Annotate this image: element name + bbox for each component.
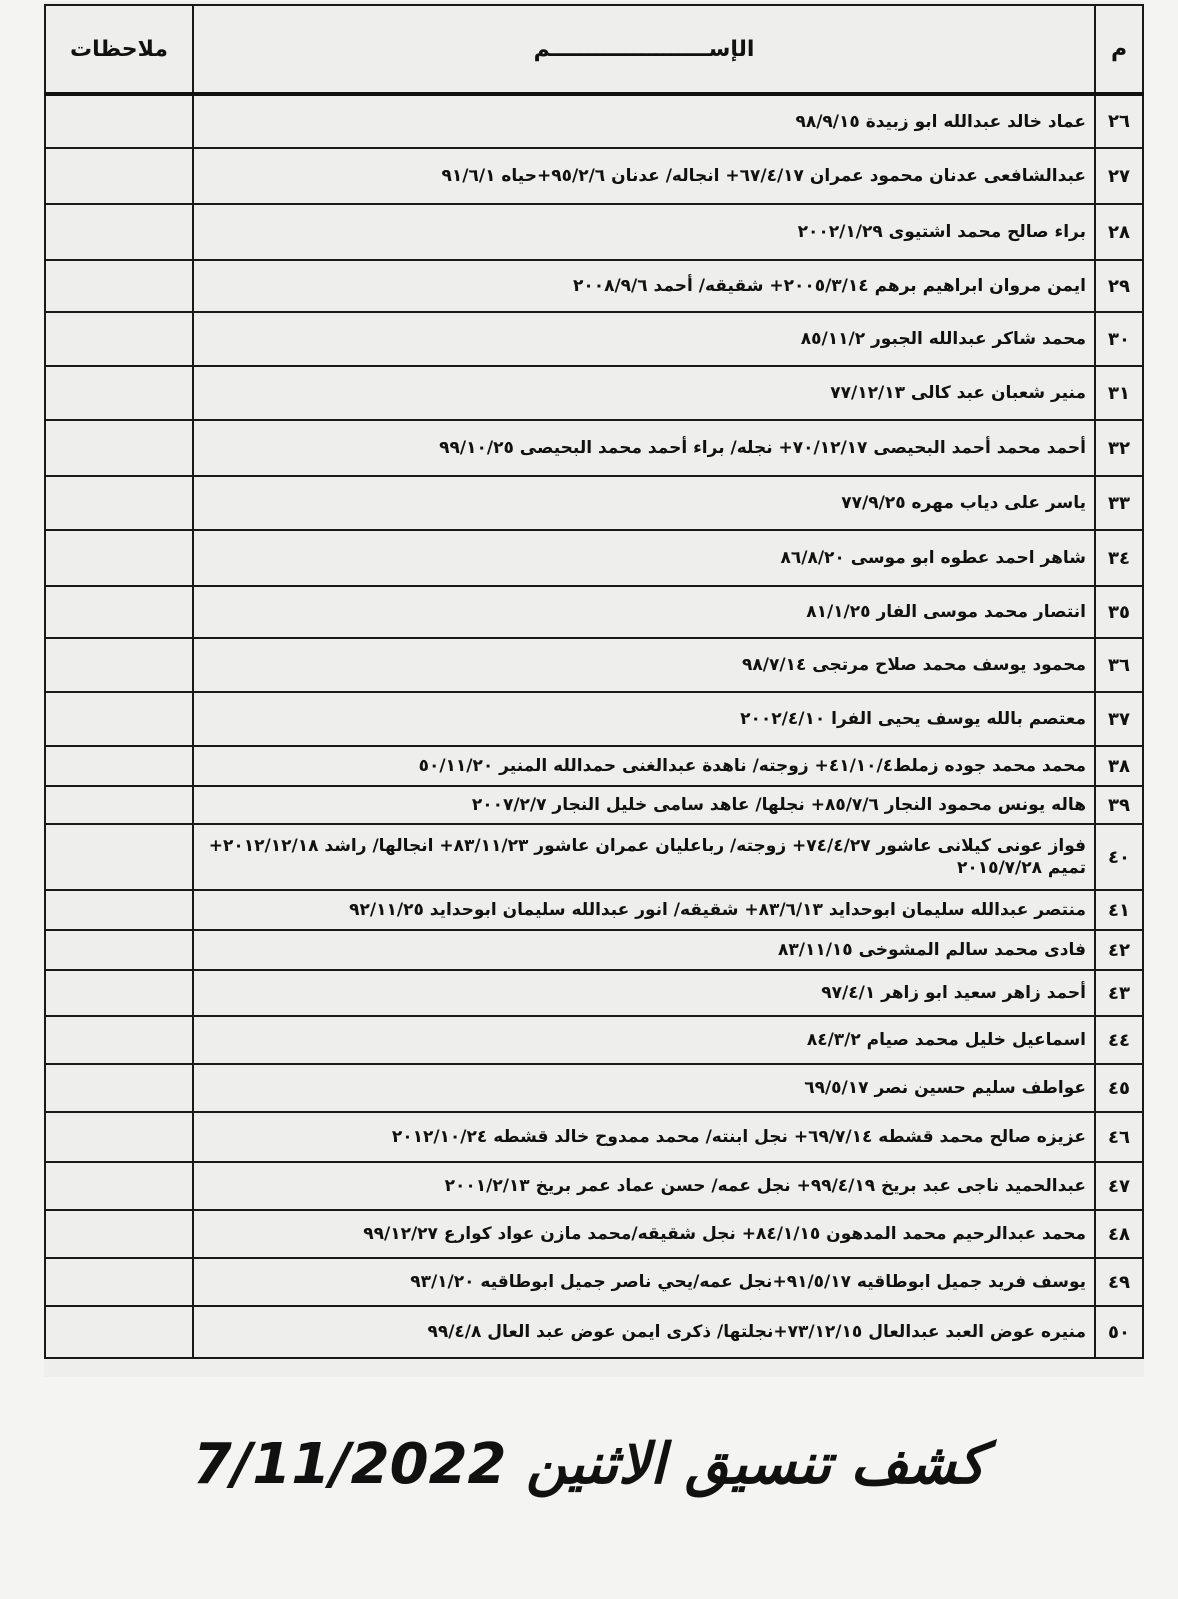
row-number: ٤٦ — [1095, 1112, 1143, 1162]
table-row — [45, 312, 1143, 366]
row-number: ٤٠ — [1095, 824, 1143, 890]
row-number: ٤٥ — [1095, 1064, 1143, 1112]
row-notes — [45, 1064, 193, 1112]
row-name: انتصار محمد موسى الفار ٨١/١/٢٥ — [193, 586, 1095, 638]
row-notes — [45, 692, 193, 746]
row-notes — [45, 148, 193, 204]
row-notes — [45, 420, 193, 476]
table-row — [45, 970, 1143, 1016]
row-notes — [45, 366, 193, 420]
row-number: ٣٧ — [1095, 692, 1143, 746]
table-row — [45, 1064, 1143, 1112]
row-notes — [45, 94, 193, 148]
row-name: منير شعبان عبد كالى ٧٧/١٢/١٣ — [193, 366, 1095, 420]
row-notes — [45, 930, 193, 970]
row-number: ٢٨ — [1095, 204, 1143, 260]
row-number: ٤١ — [1095, 890, 1143, 930]
table-row — [45, 366, 1143, 420]
row-notes — [45, 786, 193, 824]
table-row — [45, 204, 1143, 260]
row-name: اسماعيل خليل محمد صيام ٨٤/٣/٢ — [193, 1016, 1095, 1064]
table-row — [45, 530, 1143, 586]
footer-title: كشف تنسيق الاثنين 7/11/2022 — [192, 1432, 986, 1497]
row-number: ٣١ — [1095, 366, 1143, 420]
row-number: ٤٢ — [1095, 930, 1143, 970]
row-name: أحمد زاهر سعيد ابو زاهر ٩٧/٤/١ — [193, 970, 1095, 1016]
row-number: ٣٨ — [1095, 746, 1143, 786]
row-notes — [45, 1016, 193, 1064]
table-row — [45, 1162, 1143, 1210]
table-row — [45, 692, 1143, 746]
row-number: ٣٤ — [1095, 530, 1143, 586]
table-row — [45, 586, 1143, 638]
row-name: محمد عبدالرحيم محمد المدهون ٨٤/١/١٥+ نجل شقيقه/محمد مازن عواد كوارع ٩٩/١٢/٢٧ — [193, 1210, 1095, 1258]
row-notes — [45, 1210, 193, 1258]
table-row — [45, 786, 1143, 824]
table-row — [45, 1210, 1143, 1258]
table-header-row — [45, 5, 1143, 94]
header-number: م — [1095, 5, 1143, 94]
row-name: عبدالحميد ناجى عبد بريخ ٩٩/٤/١٩+ نجل عمه/ حسن عماد عمر بريخ ٢٠٠١/٢/١٣ — [193, 1162, 1095, 1210]
row-notes — [45, 1258, 193, 1306]
row-name: هاله يونس محمود النجار ٨٥/٧/٦+ نجلها/ عاهد سامى خليل النجار ٢٠٠٧/٢/٧ — [193, 786, 1095, 824]
row-name: معتصم بالله يوسف يحيى الفرا ٢٠٠٢/٤/١٠ — [193, 692, 1095, 746]
row-name: شاهر احمد عطوه ابو موسى ٨٦/٨/٢٠ — [193, 530, 1095, 586]
row-number: ٤٩ — [1095, 1258, 1143, 1306]
table-row — [45, 1016, 1143, 1064]
row-number: ٢٦ — [1095, 94, 1143, 148]
table-row — [45, 638, 1143, 692]
row-notes — [45, 204, 193, 260]
table-row — [45, 824, 1143, 890]
row-number: ٥٠ — [1095, 1306, 1143, 1358]
table-row — [45, 148, 1143, 204]
row-name: ياسر على دياب مهره ٧٧/٩/٢٥ — [193, 476, 1095, 530]
row-notes — [45, 824, 193, 890]
row-number: ٣٣ — [1095, 476, 1143, 530]
names-table — [44, 4, 1144, 1359]
row-number: ٣٩ — [1095, 786, 1143, 824]
row-notes — [45, 970, 193, 1016]
row-notes — [45, 586, 193, 638]
row-notes — [45, 1162, 193, 1210]
row-name: عبدالشافعى عدنان محمود عمران ٦٧/٤/١٧+ انجاله/ عدنان ٩٥/٢/٦+حياه ٩١/٦/١ — [193, 148, 1095, 204]
row-number: ٣٠ — [1095, 312, 1143, 366]
row-notes — [45, 1112, 193, 1162]
row-name: منتصر عبدالله سليمان ابوحدايد ٨٣/٦/١٣+ شقيقه/ انور عبدالله سليمان ابوحدايد ٩٢/١١/٢٥ — [193, 890, 1095, 930]
row-number: ٤٤ — [1095, 1016, 1143, 1064]
table-row — [45, 1112, 1143, 1162]
row-notes — [45, 1306, 193, 1358]
row-notes — [45, 638, 193, 692]
table-row — [45, 420, 1143, 476]
row-number: ٣٥ — [1095, 586, 1143, 638]
header-name: الإســـــــــــــــــــــم — [193, 5, 1095, 94]
table-row — [45, 476, 1143, 530]
table-row — [45, 94, 1143, 148]
row-name: محمد محمد جوده زملط٤١/١٠/٤+ زوجته/ ناهدة عبدالغنى حمدالله المنير ٥٠/١١/٢٠ — [193, 746, 1095, 786]
row-number: ٤٨ — [1095, 1210, 1143, 1258]
table-row — [45, 1306, 1143, 1358]
row-name: عزيزه صالح محمد قشطه ٦٩/٧/١٤+ نجل ابنته/ محمد ممدوح خالد قشطه ٢٠١٢/١٠/٢٤ — [193, 1112, 1095, 1162]
table-row — [45, 260, 1143, 312]
row-name: فادى محمد سالم المشوخى ٨٣/١١/١٥ — [193, 930, 1095, 970]
row-number: ٣٢ — [1095, 420, 1143, 476]
row-name: ايمن مروان ابراهيم برهم ٢٠٠٥/٣/١٤+ شقيقه/ أحمد ٢٠٠٨/٩/٦ — [193, 260, 1095, 312]
row-name: براء صالح محمد اشتيوى ٢٠٠٢/١/٢٩ — [193, 204, 1095, 260]
row-notes — [45, 260, 193, 312]
row-name: عماد خالد عبدالله ابو زبيدة ٩٨/٩/١٥ — [193, 94, 1095, 148]
row-notes — [45, 746, 193, 786]
table-row — [45, 930, 1143, 970]
row-notes — [45, 312, 193, 366]
row-name: أحمد محمد أحمد البحيصى ٧٠/١٢/١٧+ نجله/ براء أحمد محمد البحيصى ٩٩/١٠/٢٥ — [193, 420, 1095, 476]
row-notes — [45, 890, 193, 930]
row-notes — [45, 476, 193, 530]
row-name: يوسف فريد جميل ابوطاقيه ٩١/٥/١٧+نجل عمه/يحي ناصر جميل ابوطاقيه ٩٣/١/٢٠ — [193, 1258, 1095, 1306]
row-number: ٤٧ — [1095, 1162, 1143, 1210]
row-number: ٤٣ — [1095, 970, 1143, 1016]
row-number: ٣٦ — [1095, 638, 1143, 692]
row-name: محمد شاكر عبدالله الجبور ٨٥/١١/٢ — [193, 312, 1095, 366]
row-number: ٢٩ — [1095, 260, 1143, 312]
row-name: محمود يوسف محمد صلاح مرتجى ٩٨/٧/١٤ — [193, 638, 1095, 692]
table-row — [45, 890, 1143, 930]
row-name: فواز عونى كيلانى عاشور ٧٤/٤/٢٧+ زوجته/ رباعليان عمران عاشور ٨٣/١١/٢٣+ انجالها/ راشد ٢٠١٢/١٢/١٨+ تميم ٢٠١٥/٧/٢٨ — [193, 824, 1095, 890]
row-name: عواطف سليم حسين نصر ٦٩/٥/١٧ — [193, 1064, 1095, 1112]
table-row — [45, 1258, 1143, 1306]
row-name: منيره عوض العبد عبدالعال ٧٣/١٢/١٥+نجلتها/ ذكرى ايمن عوض عبد العال ٩٩/٤/٨ — [193, 1306, 1095, 1358]
header-notes: ملاحظات — [45, 5, 193, 94]
row-notes — [45, 530, 193, 586]
table-row — [45, 746, 1143, 786]
row-number: ٢٧ — [1095, 148, 1143, 204]
